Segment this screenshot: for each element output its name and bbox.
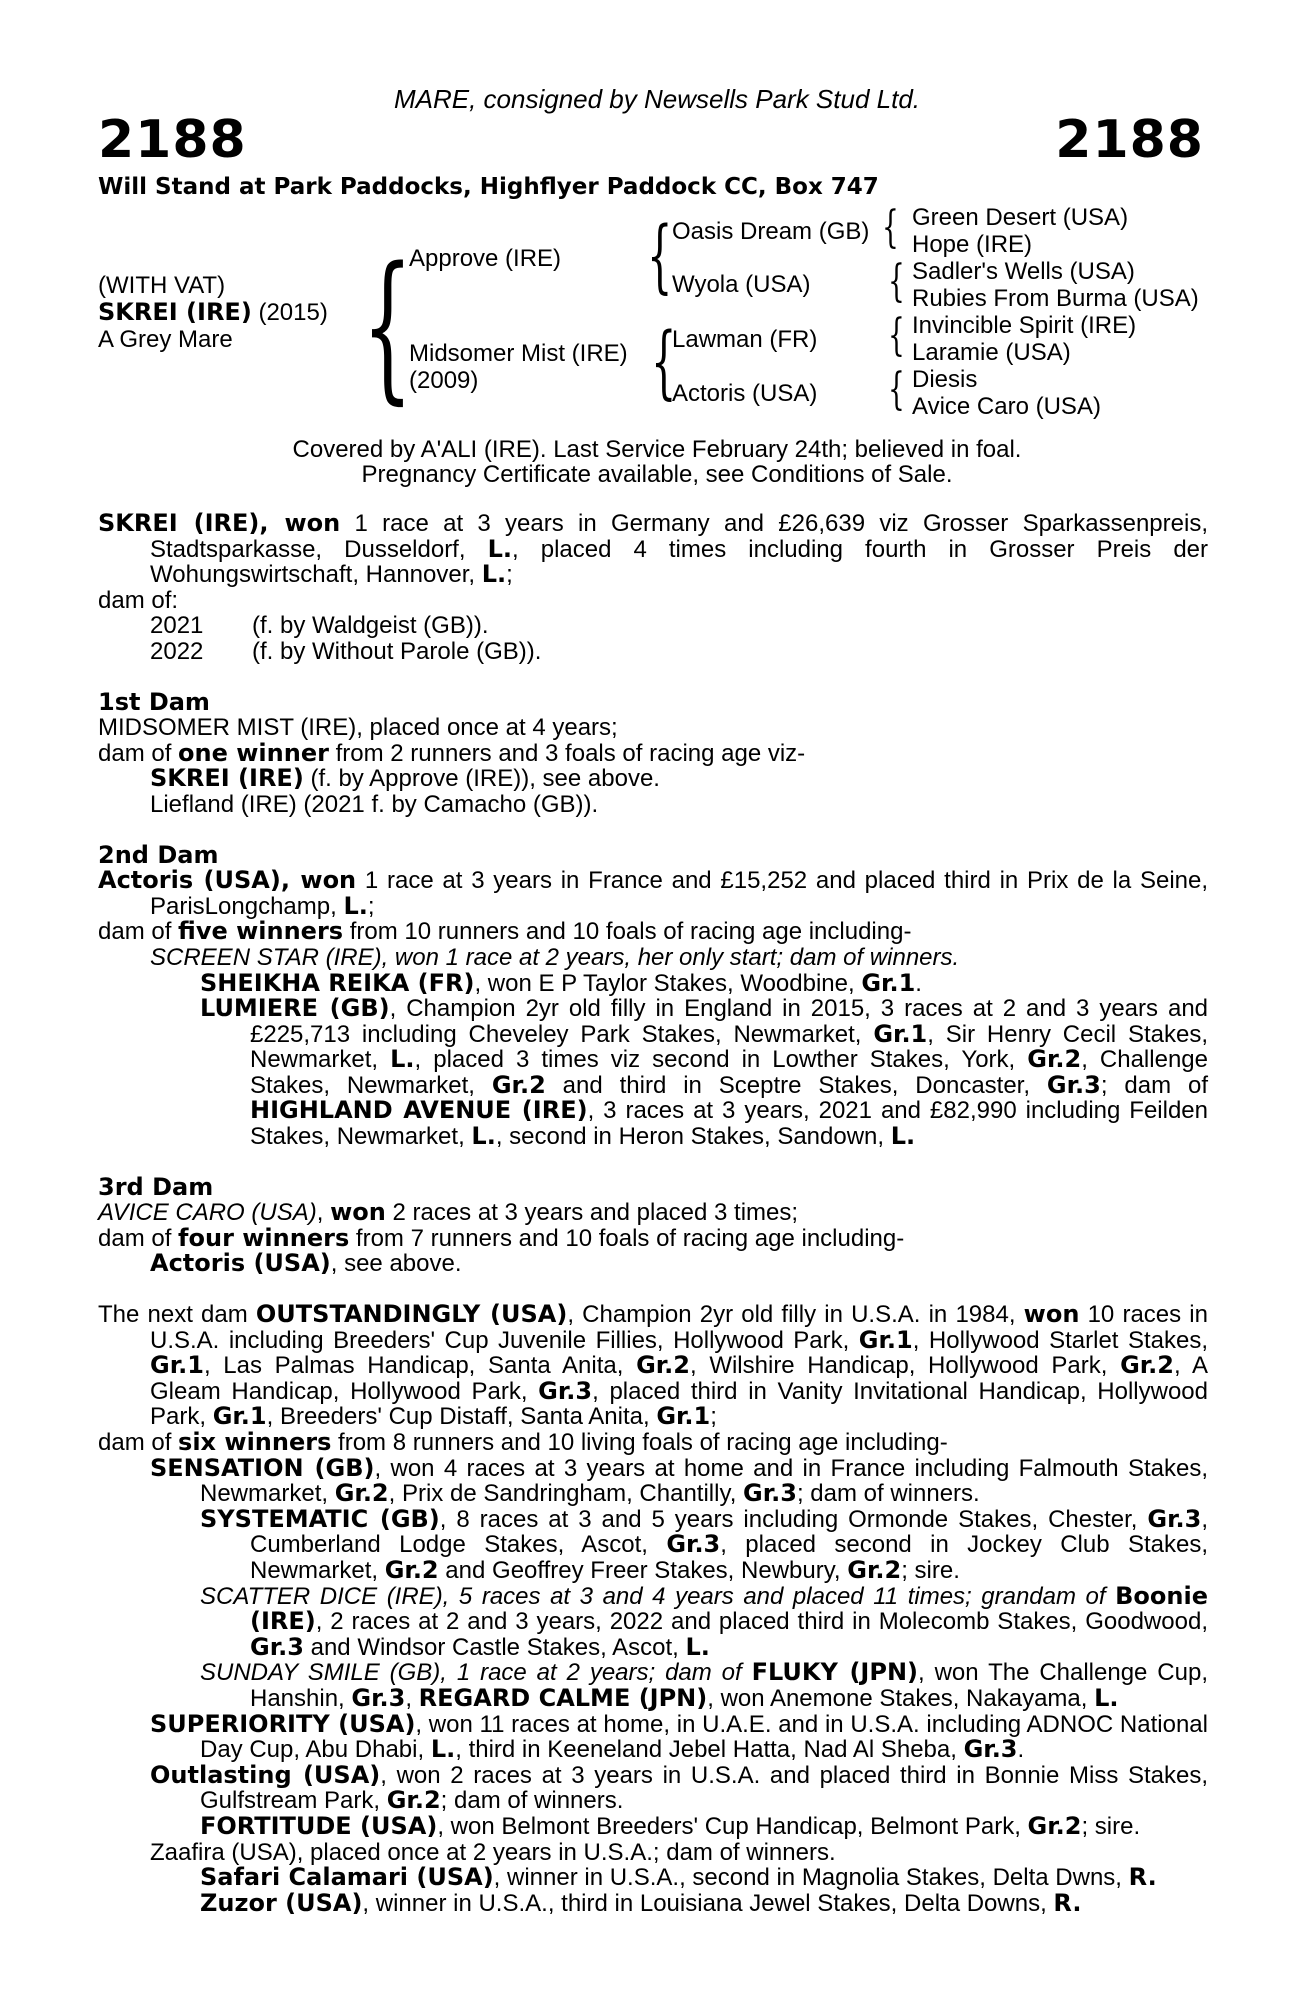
systematic: SYSTEMATIC (GB), 8 races at 3 and 5 years including Ormonde Stakes, Chester, Gr.3, Cumberland Lodge Stakes, Ascot, Gr.3, placed second in Jockey Club Stakes, Newmarket, Gr.2 and Geoffrey Freer Stakes, Newbury, Gr.2; sire. — [200, 1504, 1208, 1584]
sensation: SENSATION (GB), won 4 races at 3 years at home and in France including Falmouth Stakes, Newmarket, Gr.2, Prix de Sandringham, Chantilly, Gr.3; dam of winners. — [150, 1453, 1209, 1508]
third-dam-produce: dam of four winners from 7 runners and 10 foals of racing age including- — [98, 1223, 905, 1252]
lumiere: LUMIERE (GB), Champion 2yr old filly in England in 2015, 3 races at 2 and 3 years and £225,713 including Cheveley Park Stakes, Newmarket, Gr.1, Sir Henry Cecil Stakes, Newmarket, L., placed 3 times viz second in Lowther Stakes, York, Gr.2, Challenge Stakes, Newmarket, Gr.2 and third in Sceptre Stakes, Doncaster, Gr.3; dam of HIGHLAND AVENUE (IRE), 3 races at 3 years, 2021 and £82,990 including Feilden Stakes, Newmarket, L., second in Heron Stakes, Sandown, L. — [200, 994, 1209, 1151]
dam-dam: Actoris (USA) — [672, 380, 818, 407]
second-dam-line: Actoris (USA), won 1 race at 3 years in France and £15,252 and placed third in Prix de la Seine, ParisLongchamp, L.; — [98, 866, 1209, 920]
superiority: SUPERIORITY (USA), won 11 races at home, in U.A.E. and in U.S.A. including ADNOC National Day Cup, Abu Dhabi, L., third in Keeneland Jebel Hatta, Nad Al Sheba, Gr.3. — [150, 1709, 1208, 1764]
outlasting: Outlasting (USA), won 2 races at 3 years in U.S.A. and placed third in Bonnie Miss Stakes, Gulfstream Park, Gr.2; dam of winners. — [150, 1760, 1209, 1815]
first-dam-skrei: SKREI (IRE) (f. by Approve (IRE)), see above. — [150, 764, 660, 793]
safari-calamari: Safari Calamari (USA), winner in U.S.A., second in Magnolia Stakes, Delta Dwns, R. — [200, 1863, 1157, 1892]
stand-location: Will Stand at Park Paddocks, Highflyer Paddock CC, Box 747 — [98, 174, 879, 200]
ped-dsd: Laramie (USA) — [912, 339, 1071, 366]
lot-number-right: 2188 — [1055, 110, 1204, 170]
sire-dam: Wyola (USA) — [672, 271, 811, 298]
dam: Midsomer Mist (IRE) — [409, 340, 628, 367]
vat-note: (WITH VAT) — [98, 272, 226, 299]
ped-sds: Sadler's Wells (USA) — [912, 258, 1135, 285]
produce-2022: 2022 (f. by Without Parole (GB)). — [150, 637, 542, 665]
horse-description: A Grey Mare — [98, 326, 233, 353]
first-dam-line: MIDSOMER MIST (IRE), placed once at 4 years; — [98, 714, 618, 742]
next-dam: The next dam OUTSTANDINGLY (USA), Champion 2yr old filly in U.S.A. in 1984, won 10 races in U.S.A. including Breeders' Cup Juvenile Fillies, Hollywood Park, Gr.1, Hollywood Starlet Stakes, Gr.1, Las Palmas Handicap, Santa Anita, Gr.2, Wilshire Handicap, Hollywood Park, Gr.2, A Gleam Handicap, Hollywood Park, Gr.3, placed third in Vanity Invitational Handicap, Hollywood Park, Gr.1, Breeders' Cup Distaff, Santa Anita, Gr.1; — [98, 1300, 1208, 1431]
ped-sdd: Rubies From Burma (USA) — [912, 285, 1199, 312]
sheikha-reika: SHEIKHA REIKA (FR), won E P Taylor Stakes, Woodbine, Gr.1. — [200, 968, 922, 997]
dam-of-label: dam of: — [98, 586, 179, 614]
brace-3d: { — [888, 364, 905, 415]
first-dam-produce: dam of one winner from 2 runners and 3 foals of racing age viz- — [98, 738, 806, 767]
brace-2b: { — [651, 315, 677, 408]
produce-2021: 2021 (f. by Waldgeist (GB)). — [150, 612, 489, 640]
scatter-dice: SCATTER DICE (IRE), 5 races at 3 and 4 years and placed 11 times; grandam of Boonie (IRE), 2 races at 2 and 3 years, 2022 and placed third in Molecomb Stakes, Goodwood, Gr.3 and Windsor Castle Stakes, Ascot, L. — [200, 1581, 1208, 1661]
ped-sss: Green Desert (USA) — [912, 204, 1129, 231]
brace-3a: { — [882, 202, 899, 253]
second-dam-produce: dam of five winners from 10 runners and 10 foals of racing age including- — [98, 917, 912, 946]
horse-record: SKREI (IRE), won 1 race at 3 years in Germany and £26,639 viz Grosser Sparkassenpreis, Stadtsparkasse, Dusseldorf, L., placed 4 times including fourth in Grosser Preis der Wohungswirtschaft, Hannover, L.; — [98, 509, 1209, 589]
covered-line: Covered by A'ALI (IRE). Last Service February 24th; believed in foal. — [292, 436, 1022, 463]
dam-year: (2009) — [409, 367, 479, 394]
sire-sire: Oasis Dream (GB) — [672, 218, 870, 245]
third-dam-actoris: Actoris (USA), see above. — [150, 1249, 462, 1278]
ped-dds: Diesis — [912, 366, 978, 393]
sire: Approve (IRE) — [409, 245, 562, 272]
ped-ssd: Hope (IRE) — [912, 231, 1033, 258]
consignor-line: MARE, consigned by Newsells Park Stud Ltd. — [393, 84, 921, 114]
sunday-smile: SUNDAY SMILE (GB), 1 race at 2 years; dam of FLUKY (JPN), won The Challenge Cup, Hanshin, Gr.3, REGARD CALME (JPN), won Anemone Stakes, Nakayama, L. — [200, 1658, 1208, 1712]
first-dam-liefland: Liefland (IRE) (2021 f. by Camacho (GB)). — [150, 790, 599, 818]
brace-1: { — [362, 232, 413, 419]
second-dam-heading: 2nd Dam — [98, 840, 219, 869]
brace-2a: { — [647, 209, 673, 302]
lot-number-left: 2188 — [98, 110, 247, 170]
brace-3b: { — [888, 256, 905, 307]
horse-name: SKREI (IRE) (2015) — [98, 298, 328, 326]
fortitude: FORTITUDE (USA), won Belmont Breeders' Cup Handicap, Belmont Park, Gr.2; sire. — [200, 1811, 1141, 1840]
brace-3c: { — [888, 310, 905, 361]
screen-star: SCREEN STAR (IRE), won 1 race at 2 years, her only start; dam of winners. — [150, 943, 960, 971]
third-dam-line: AVICE CARO (USA), won 2 races at 3 years and placed 3 times; — [98, 1198, 799, 1227]
ped-dss: Invincible Spirit (IRE) — [912, 312, 1137, 339]
pregnancy-line: Pregnancy Certificate available, see Conditions of Sale. — [361, 461, 953, 488]
zaafira: Zaafira (USA), placed once at 2 years in U.S.A.; dam of winners. — [150, 1838, 836, 1866]
third-dam-heading: 3rd Dam — [98, 1172, 214, 1201]
zuzor: Zuzor (USA), winner in U.S.A., third in Louisiana Jewel Stakes, Delta Downs, R. — [200, 1888, 1082, 1917]
dam-sire: Lawman (FR) — [672, 326, 818, 353]
main-text — [98, 511, 1208, 1916]
ped-ddd: Avice Caro (USA) — [912, 393, 1101, 420]
next-dam-produce: dam of six winners from 8 runners and 10 living foals of racing age including- — [98, 1428, 948, 1456]
first-dam-heading: 1st Dam — [98, 687, 210, 716]
